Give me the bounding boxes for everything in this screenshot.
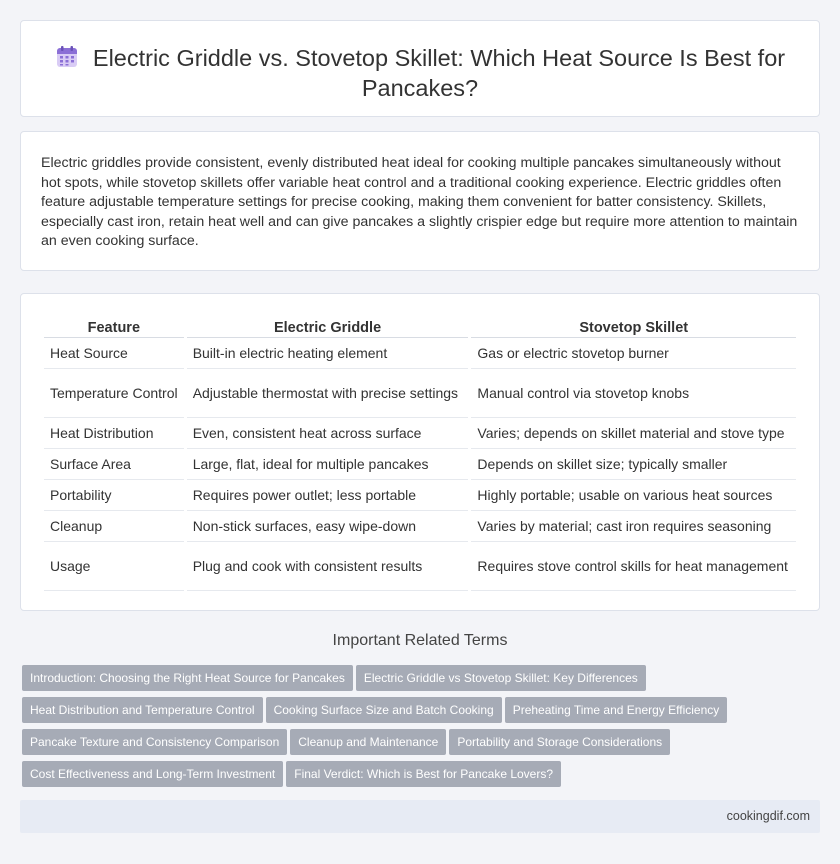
table-row bbox=[44, 511, 796, 542]
related-term-tag[interactable]: Preheating Time and Energy Efficiency bbox=[505, 697, 728, 723]
cell-griddle: Even, consistent heat across surface bbox=[187, 418, 469, 449]
page-title: Electric Griddle vs. Stovetop Skillet: Which Heat Source Is Best for Pancakes? bbox=[92, 45, 786, 101]
related-term-tag[interactable]: Electric Griddle vs Stovetop Skillet: Key Differences bbox=[356, 665, 646, 691]
related-terms-heading: Important Related Terms bbox=[332, 632, 508, 649]
related-term-tag[interactable]: Pancake Texture and Consistency Comparison bbox=[22, 729, 287, 755]
table-row bbox=[44, 449, 796, 480]
header-stovetop-skillet: Stovetop Skillet bbox=[471, 316, 796, 338]
related-term-tag[interactable]: Cleanup and Maintenance bbox=[290, 729, 446, 755]
intro-paragraph: Electric griddles provide consistent, evenly distributed heat ideal for cooking multiple pancakes simultaneously without hot spots, while stovetop skillets offer variable heat control and a traditional cooking experience. Electric griddles often feature adjustable temperature settings for precise cooking, making them convenient for batter consistency. Skillets, especially cast iron, retain heat well and can give pancakes a slightly crispier edge but require more attention to maintain an even cooking surface. bbox=[41, 155, 798, 249]
cell-feature: Cleanup bbox=[44, 511, 184, 542]
related-term-tag[interactable]: Portability and Storage Considerations bbox=[449, 729, 670, 755]
cell-skillet: Varies by material; cast iron requires seasoning bbox=[471, 511, 796, 542]
cell-skillet: Depends on skillet size; typically smaller bbox=[471, 449, 796, 480]
cell-griddle: Built-in electric heating element bbox=[187, 338, 469, 369]
cell-skillet: Varies; depends on skillet material and stove type bbox=[471, 418, 796, 449]
page-title-wrap bbox=[51, 43, 789, 103]
calendar-icon bbox=[55, 45, 79, 69]
table-header-row bbox=[44, 316, 796, 338]
comparison-table bbox=[41, 316, 799, 591]
footer-site-link[interactable]: cookingdif.com bbox=[726, 809, 810, 823]
related-term-tag[interactable]: Introduction: Choosing the Right Heat Source for Pancakes bbox=[22, 665, 353, 691]
related-term-tag[interactable]: Cost Effectiveness and Long-Term Investment bbox=[22, 761, 283, 787]
cell-feature: Surface Area bbox=[44, 449, 184, 480]
cell-griddle: Plug and cook with consistent results bbox=[187, 542, 469, 591]
cell-skillet: Gas or electric stovetop burner bbox=[471, 338, 796, 369]
cell-griddle: Large, flat, ideal for multiple pancakes bbox=[187, 449, 469, 480]
cell-griddle: Requires power outlet; less portable bbox=[187, 480, 469, 511]
related-term-tag[interactable]: Final Verdict: Which is Best for Pancake Lovers? bbox=[286, 761, 561, 787]
cell-skillet: Requires stove control skills for heat management bbox=[471, 542, 796, 591]
cell-feature: Usage bbox=[44, 542, 184, 591]
intro-card bbox=[20, 131, 820, 271]
related-term-tag[interactable]: Heat Distribution and Temperature Control bbox=[22, 697, 263, 723]
title-card bbox=[20, 20, 820, 117]
cell-feature: Heat Distribution bbox=[44, 418, 184, 449]
cell-griddle: Non-stick surfaces, easy wipe-down bbox=[187, 511, 469, 542]
table-row bbox=[44, 480, 796, 511]
table-row bbox=[44, 338, 796, 369]
cell-griddle: Adjustable thermostat with precise settings bbox=[187, 369, 469, 418]
comparison-card bbox=[20, 293, 820, 611]
cell-feature: Portability bbox=[44, 480, 184, 511]
related-terms-tags bbox=[22, 665, 822, 793]
related-term-tag[interactable]: Cooking Surface Size and Batch Cooking bbox=[266, 697, 502, 723]
cell-skillet: Manual control via stovetop knobs bbox=[471, 369, 796, 418]
table-row bbox=[44, 369, 796, 418]
footer bbox=[20, 800, 820, 833]
cell-feature: Heat Source bbox=[44, 338, 184, 369]
header-feature: Feature bbox=[44, 316, 184, 338]
table-row bbox=[44, 418, 796, 449]
cell-skillet: Highly portable; usable on various heat sources bbox=[471, 480, 796, 511]
cell-feature: Temperature Control bbox=[44, 369, 184, 418]
header-electric-griddle: Electric Griddle bbox=[187, 316, 469, 338]
table-row bbox=[44, 542, 796, 591]
